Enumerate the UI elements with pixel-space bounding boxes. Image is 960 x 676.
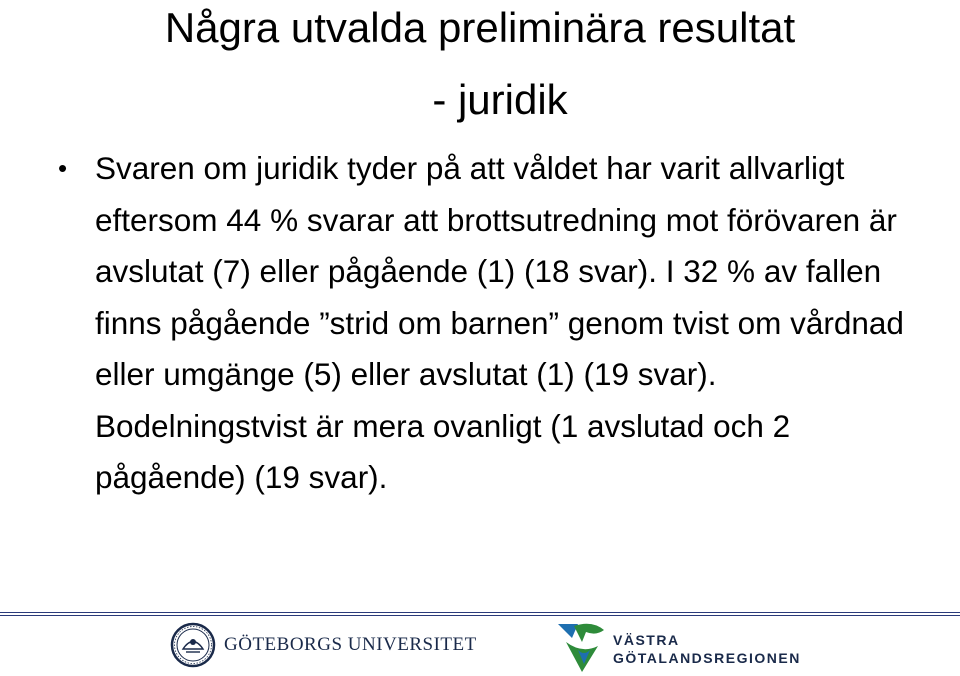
slide-title <box>0 0 960 126</box>
footer-divider <box>0 612 960 613</box>
university-seal-icon <box>170 622 216 668</box>
bullet-list <box>58 143 928 504</box>
title-line-2: - juridik <box>432 76 568 123</box>
title-line-1: Några utvalda preliminära resultat <box>164 4 796 51</box>
bullet-icon: • <box>58 153 68 183</box>
region-name-line-2: GÖTALANDSREGIONEN <box>613 650 801 666</box>
footer-divider-secondary <box>0 615 960 616</box>
region-name-line-1: VÄSTRA <box>613 632 680 648</box>
bullet-paragraph: Svaren om juridik tyder på att våldet har varit allvarligt eftersom 44 % svarar att brottsutredning mot förövaren är avslutat (7) eller pågående (1) (18 svar). I 32 % av fallen finns pågående ”strid om barnen” genom tvist om vårdnad eller umgänge (5) eller avslutat (1) (19 svar). Bodelningstvist är mera ovanligt (1 avslutad och 2 pågående) (19 svar). <box>95 150 904 495</box>
vastra-gotaland-logo-icon <box>556 620 610 674</box>
university-name: GÖTEBORGS UNIVERSITET <box>224 634 477 655</box>
